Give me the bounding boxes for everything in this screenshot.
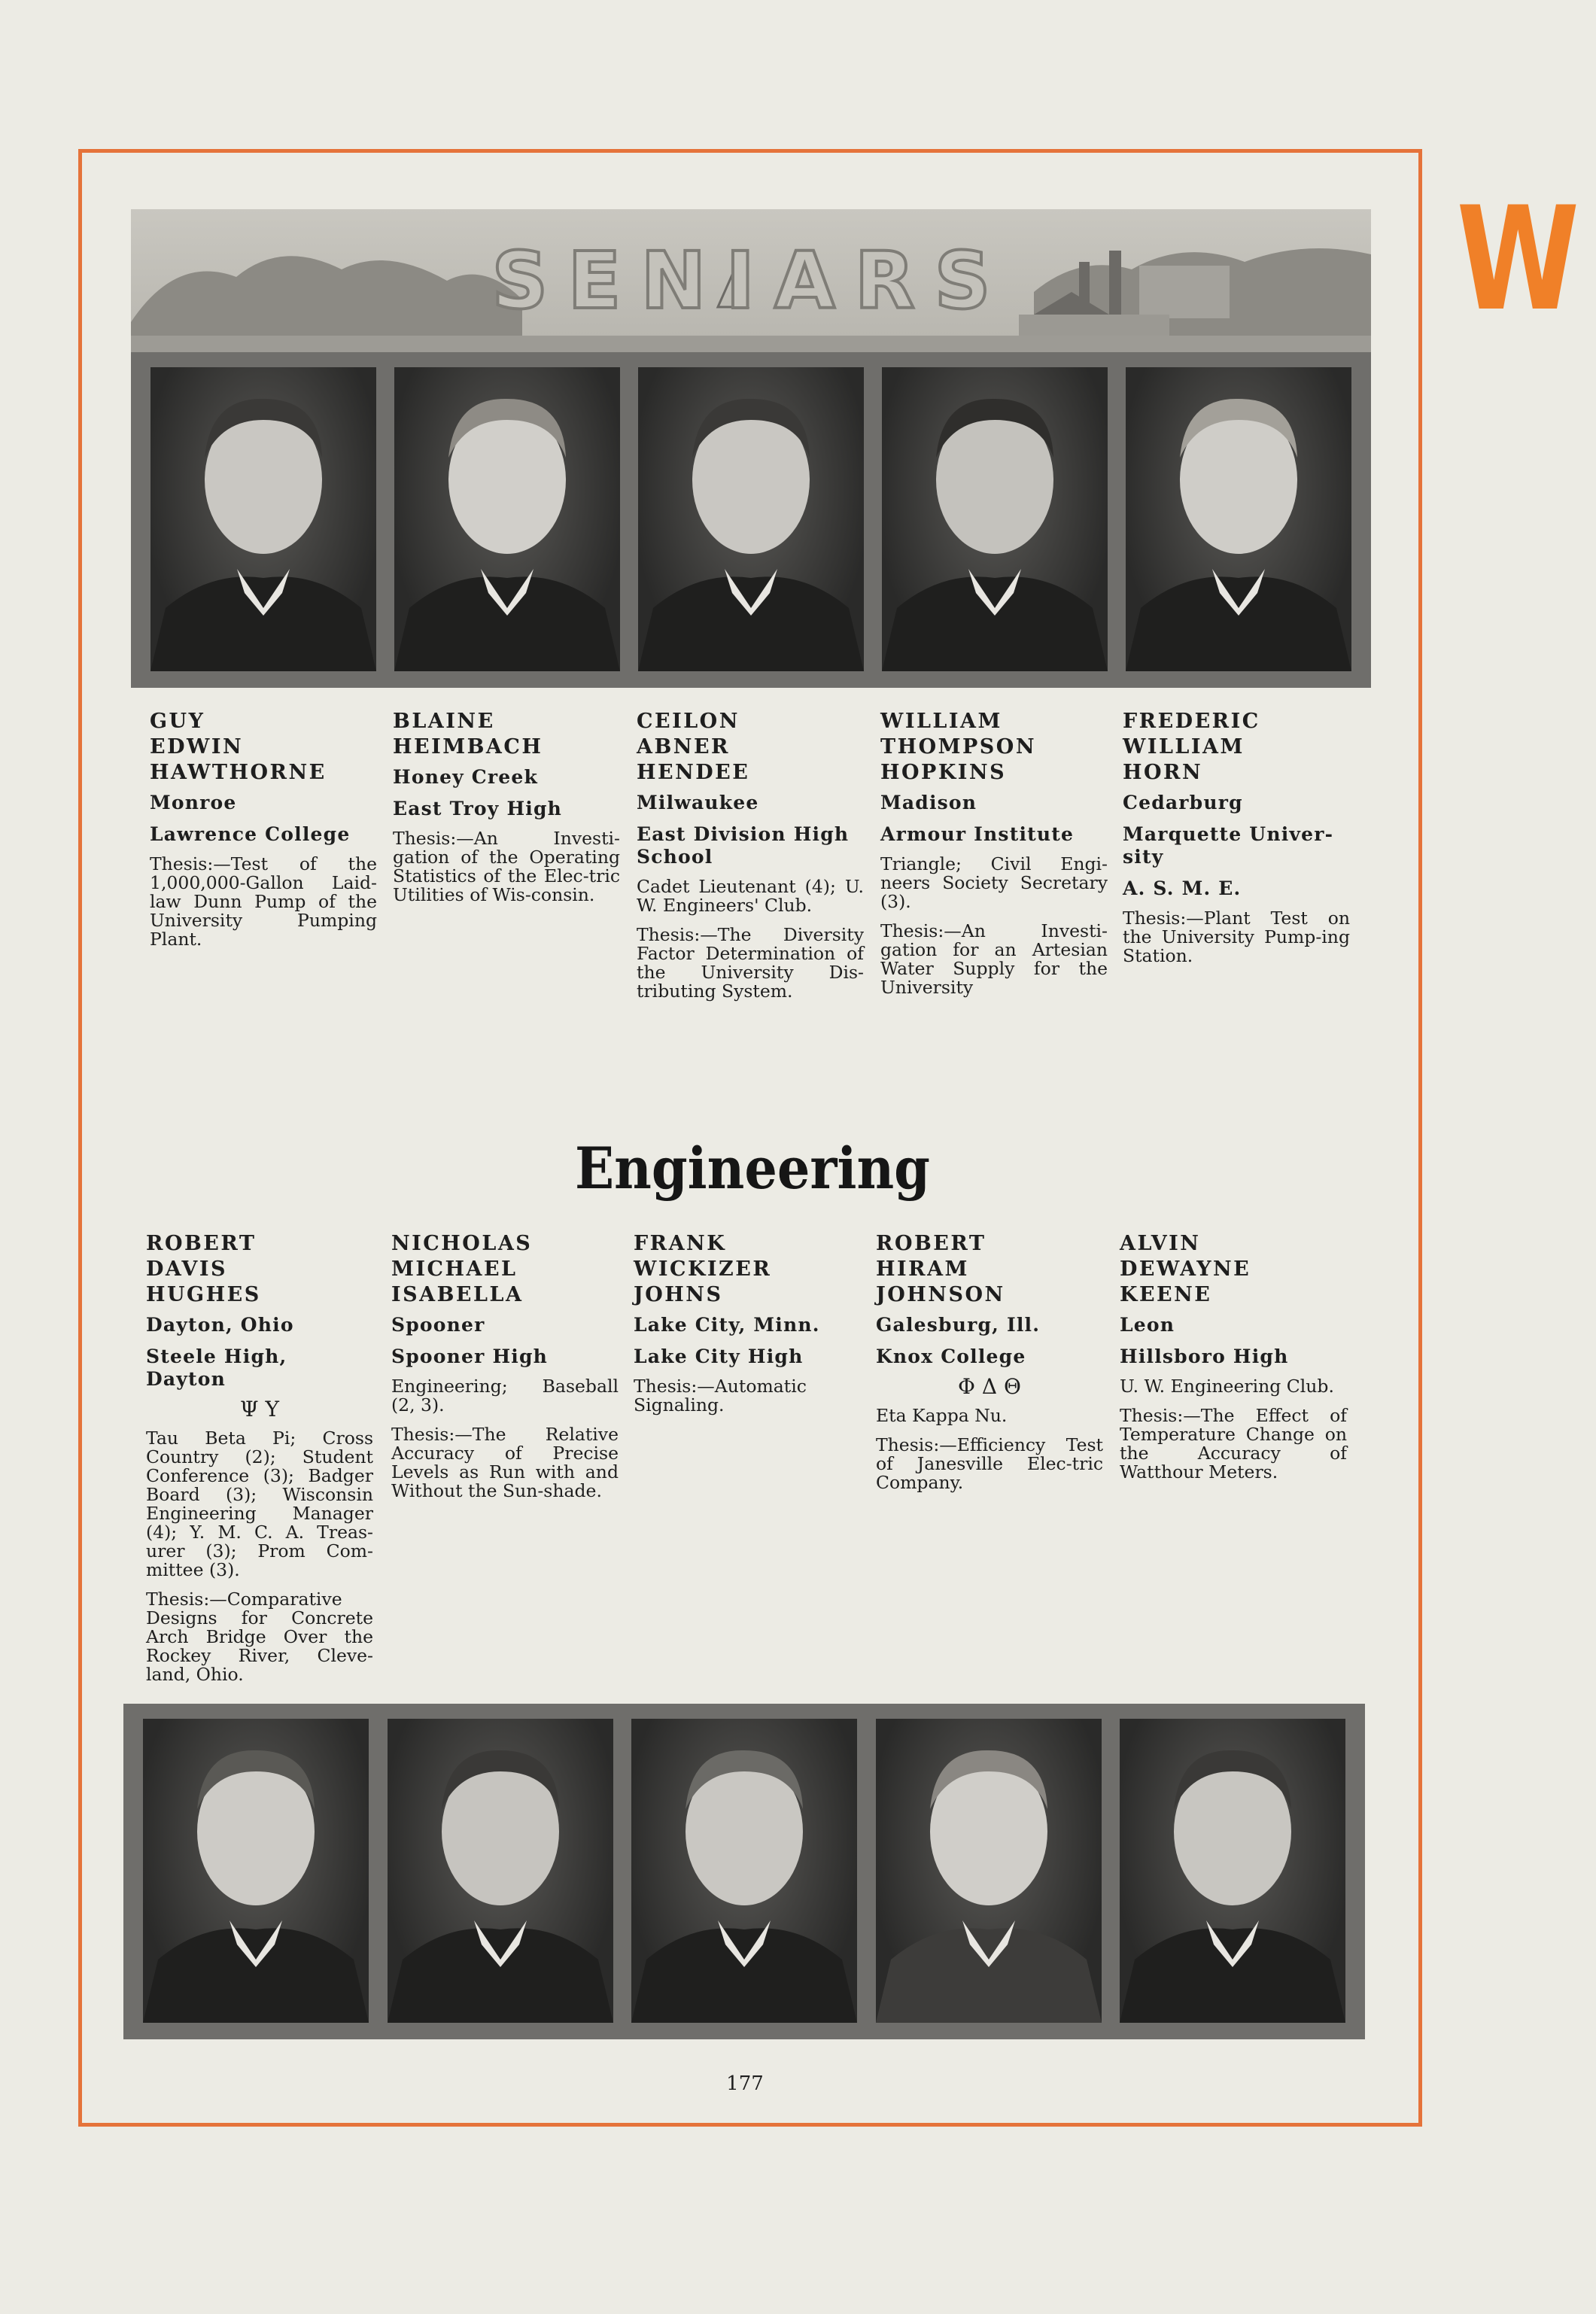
portrait-photo	[388, 1719, 613, 2023]
thesis: Thesis:—Comparative Designs for Concrete Arch Bridge Over the Rockey River, Cleve-land, Ohio.	[146, 1589, 373, 1685]
thesis: Thesis:—Automatic Signaling.	[634, 1376, 807, 1415]
hometown: Madison	[880, 792, 977, 813]
school: Knox College	[876, 1346, 1026, 1367]
thesis: Thesis:—The Relative Accuracy of Precise Levels as Run with and Without the Sun-shade.	[391, 1424, 619, 1501]
hometown: Honey Creek	[393, 766, 539, 788]
senior-name: WILLIAM THOMPSON HOPKINS	[880, 710, 1037, 784]
senior-bio	[1120, 1231, 1347, 1492]
school: Lake City High	[634, 1346, 804, 1367]
senior-bio	[637, 709, 864, 1011]
fraternity-letters: Ψ Υ	[240, 1397, 279, 1422]
portrait-photo	[876, 1719, 1102, 2023]
thesis: Thesis:—The Diversity Factor Determination of the University Dis-tributing System.	[637, 924, 864, 1002]
school: Armour Institute	[880, 823, 1075, 845]
activities: Engineering; Baseball (2, 3).	[391, 1376, 619, 1415]
senior-name: ROBERT HIRAM JOHNSON	[876, 1232, 1005, 1306]
activities: Tau Beta Pi; Cross Country (2); Student Conference (3); Badger Board (3); Wisconsin Engineering Manager (4); Y. M. C. A. Treas-urer (3); Prom Com-mittee (3).	[146, 1428, 373, 1580]
portrait-photo	[631, 1719, 857, 2023]
senior-name: ALVIN DEWAYNE KEENE	[1120, 1232, 1251, 1306]
activities: A. S. M. E.	[1123, 877, 1242, 899]
portrait-photo	[882, 367, 1108, 671]
thesis: Thesis:—Efficiency Test of Janesville Elec-tric Company.	[876, 1434, 1103, 1493]
banner-title: SENIARS	[491, 235, 1011, 327]
portrait-photo	[1126, 367, 1351, 671]
hometown: Cedarburg	[1123, 792, 1243, 813]
section-title: Engineering	[574, 1135, 931, 1202]
bottom-photo-strip	[123, 1704, 1365, 2039]
thesis: Thesis:—An Investi-gation of the Operating Statistics of the Elec-tric Utilities of Wis-consin.	[393, 828, 620, 905]
senior-bio	[1123, 709, 1350, 976]
school: Steele High, Dayton	[146, 1346, 287, 1390]
portrait-photo	[143, 1719, 369, 2023]
top-photo-strip	[131, 352, 1371, 688]
hometown: Lake City, Minn.	[634, 1314, 820, 1336]
senior-name: ROBERT DAVIS HUGHES	[146, 1232, 261, 1306]
seniors-banner	[131, 209, 1371, 352]
senior-bio	[876, 1231, 1103, 1503]
senior-bio	[146, 1231, 373, 1695]
senior-name: FREDERIC WILLIAM HORN	[1123, 710, 1260, 784]
senior-bio	[634, 1231, 861, 1425]
senior-bio	[391, 1231, 619, 1511]
thesis: Thesis:—Plant Test on the University Pump-ing Station.	[1123, 908, 1350, 966]
school: Spooner High	[391, 1346, 549, 1367]
senior-name: FRANK WICKIZER JOHNS	[634, 1232, 772, 1306]
hometown: Monroe	[150, 792, 237, 813]
portrait-photo	[1120, 1719, 1345, 2023]
activities: Cadet Lieutenant (4); U. W. Engineers' Club.	[637, 876, 864, 916]
activities: Eta Kappa Nu.	[876, 1405, 1008, 1426]
page-number: 177	[726, 2072, 764, 2095]
thesis: Thesis:—Test of the 1,000,000-Gallon Laid-law Dunn Pump of the University Pumping Plant.	[150, 853, 377, 950]
senior-bio	[150, 709, 377, 959]
portrait-photo	[638, 367, 864, 671]
hometown: Spooner	[391, 1314, 485, 1336]
school: Hillsboro High	[1120, 1346, 1289, 1367]
school: East Troy High	[393, 798, 563, 819]
hometown: Leon	[1120, 1314, 1175, 1336]
senior-name: CEILON ABNER HENDEE	[637, 710, 750, 784]
side-letter: W	[1456, 176, 1580, 342]
portrait-photo	[150, 367, 376, 671]
activities: Triangle; Civil Engi-neers Society Secretary (3).	[880, 853, 1108, 912]
thesis: Thesis:—The Effect of Temperature Change on the Accuracy of Watthour Meters.	[1120, 1405, 1347, 1482]
fraternity-letters: Φ Δ Θ	[958, 1374, 1021, 1399]
thesis: Thesis:—An Investi-gation for an Artesian Water Supply for the University	[880, 920, 1108, 998]
senior-bio	[393, 709, 620, 915]
hometown: Dayton, Ohio	[146, 1314, 294, 1336]
portrait-photo	[394, 367, 620, 671]
senior-bio	[880, 709, 1108, 1008]
hometown: Galesburg, Ill.	[876, 1314, 1041, 1336]
school: Marquette Univer-sity	[1123, 823, 1334, 868]
hometown: Milwaukee	[637, 792, 759, 813]
school: Lawrence College	[150, 823, 351, 845]
activities: U. W. Engineering Club.	[1120, 1376, 1334, 1397]
school: East Division High School	[637, 823, 850, 868]
senior-name: BLAINE HEIMBACH	[393, 710, 543, 759]
senior-name: NICHOLAS MICHAEL ISABELLA	[391, 1232, 533, 1306]
senior-name: GUY EDWIN HAWTHORNE	[150, 710, 327, 784]
